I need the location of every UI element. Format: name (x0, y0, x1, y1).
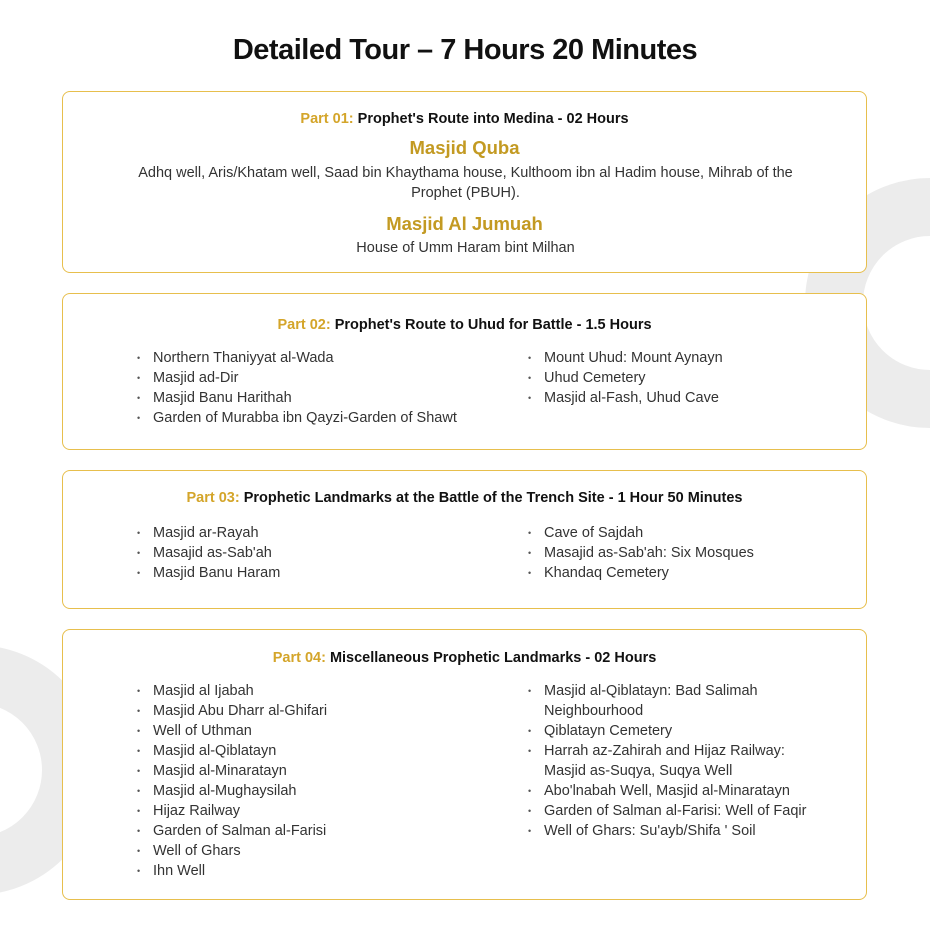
list-item: • Qiblatayn Cemetery (528, 721, 818, 741)
list-item: • Masjid al-Qiblatayn (137, 741, 517, 761)
part-03-heading (63, 490, 866, 506)
part-02-right-list (528, 348, 818, 408)
part-02-label: Part 02: (277, 317, 331, 333)
list-item: • Masjid al Ijabah (137, 681, 517, 701)
list-item: • Well of Ghars (137, 841, 517, 861)
list-item: • Abo'lnabah Well, Masjid al-Minaratayn (528, 781, 818, 801)
list-item: • Well of Uthman (137, 721, 517, 741)
list-item: • Masjid al-Qiblatayn: Bad Salimah Neighbourhood (528, 681, 818, 721)
list-item: • Masjid ad-Dir (137, 368, 517, 388)
list-item: • Masajid as-Sab'ah: Six Mosques (528, 543, 818, 563)
part-01-label: Part 01: (300, 111, 354, 127)
part-03-title: Prophetic Landmarks at the Battle of the Trench Site - 1 Hour 50 Minutes (243, 490, 743, 506)
part-04-card (62, 629, 867, 900)
masjid-al-jumuah-title: Masjid Al Jumuah (386, 213, 543, 234)
list-item: • Masjid Abu Dharr al-Ghifari (137, 701, 517, 721)
part-01-title: Prophet's Route into Medina - 02 Hours (357, 111, 629, 127)
list-item: • Uhud Cemetery (528, 368, 818, 388)
list-item: • Masjid al-Minaratayn (137, 761, 517, 781)
part-03-label: Part 03: (186, 490, 240, 506)
list-item: • Masjid al-Mughaysilah (137, 781, 517, 801)
list-item: • Khandaq Cemetery (528, 563, 818, 583)
list-item: • Hijaz Railway (137, 801, 517, 821)
part-04-title: Miscellaneous Prophetic Landmarks - 02 Hours (329, 650, 657, 666)
list-item: • Cave of Sajdah (528, 523, 818, 543)
list-item: • Well of Ghars: Su'ayb/Shifa ' Soil (528, 821, 818, 841)
list-item: • Masjid Banu Haram (137, 563, 517, 583)
part-02-heading (63, 317, 866, 333)
part-02-title: Prophet's Route to Uhud for Battle - 1.5 Hours (334, 317, 652, 333)
list-item: • Garden of Salman al-Farisi (137, 821, 517, 841)
list-item: • Northern Thaniyyat al-Wada (137, 348, 517, 368)
list-item: • Garden of Salman al-Farisi: Well of Faqir (528, 801, 818, 821)
list-item: • Masjid al-Fash, Uhud Cave (528, 388, 818, 408)
part-01-card (62, 91, 867, 273)
part-04-heading (63, 650, 866, 666)
list-item: • Mount Uhud: Mount Aynayn (528, 348, 818, 368)
list-item: • Masjid Banu Harithah (137, 388, 517, 408)
masjid-al-jumuah-description: House of Umm Haram bint Milhan (356, 240, 575, 256)
list-item: • Masjid ar-Rayah (137, 523, 517, 543)
list-item: • Harrah az-Zahirah and Hijaz Railway: Masjid as-Suqya, Suqya Well (528, 741, 818, 781)
part-03-left-list (137, 523, 517, 583)
part-03-right-list (528, 523, 818, 583)
masjid-quba-description: Adhq well, Aris/Khatam well, Saad bin Khaythama house, Kulthoom ibn al Hadim house, Mihrab of the Prophet (PBUH). (138, 165, 793, 201)
part-04-label: Part 04: (272, 650, 326, 666)
list-item: • Ihn Well (137, 861, 517, 881)
part-04-left-list (137, 681, 517, 881)
part-01-heading (63, 111, 866, 127)
part-03-card (62, 470, 867, 609)
list-item: • Masajid as-Sab'ah (137, 543, 517, 563)
list-item: • Garden of Murabba ibn Qayzi-Garden of Shawt (137, 408, 517, 428)
page-title: Detailed Tour – 7 Hours 20 Minutes (232, 34, 698, 66)
part-02-left-list (137, 348, 517, 428)
masjid-quba-title: Masjid Quba (409, 137, 520, 158)
part-04-right-list (528, 681, 818, 841)
part-02-card (62, 293, 867, 450)
